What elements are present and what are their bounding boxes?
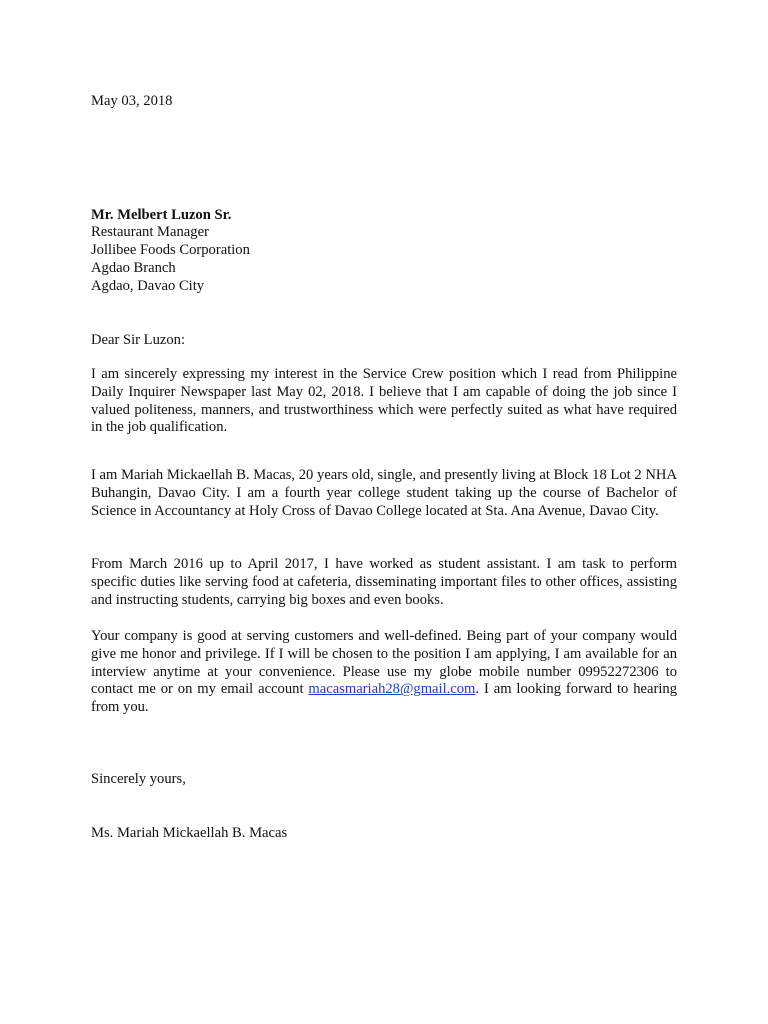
paragraph-contact: [91, 628, 677, 717]
paragraph-interest: I am sincerely expressing my interest in the Service Crew position which I read from Philippine Daily Inquirer Newspaper last May 02, 2018. I believe that I am capable of doing the job since I valued politeness, manners, and trustworthiness which were perfectly suited as what have required in the job qualification.: [91, 366, 677, 436]
paragraph-background: I am Mariah Mickaellah B. Macas, 20 years old, single, and presently living at Block 18 Lot 2 NHA Buhangin, Davao City. I am a fourth year college student taking up the course of Bachelor of Science in Accountancy at Holy Cross of Davao College located at Sta. Ana Avenue, Davao City.: [91, 467, 677, 519]
email-link[interactable]: macasmariah28@gmail.com: [308, 681, 476, 698]
paragraph-contact-text: Your company is good at serving customers and well-defined. Being part of your company would give me honor and privilege. If I will be chosen to the position I am applying, I am available for an interview anytime at your convenience. Please use my globe mobile number 09952272306 to contact me or on my email account: [91, 628, 677, 698]
recipient-title: Restaurant Manager: [91, 224, 209, 240]
letter-date: May 03, 2018: [91, 93, 173, 109]
signature-name: Ms. Mariah Mickaellah B. Macas: [91, 825, 288, 841]
closing: Sincerely yours,: [91, 771, 186, 787]
recipient-branch: Agdao Branch: [91, 260, 176, 276]
paragraph-contact-closing-text: . I am looking forward to hearing from you.: [91, 681, 677, 716]
recipient-name: Mr. Melbert Luzon Sr.: [91, 207, 232, 223]
salutation: Dear Sir Luzon:: [91, 332, 186, 348]
recipient-company: Jollibee Foods Corporation: [91, 242, 250, 258]
paragraph-experience: From March 2016 up to April 2017, I have worked as student assistant. I am task to perform specific duties like serving food at cafeteria, disseminating important files to other offices, assisting and instructing students, carrying big boxes and even books.: [91, 556, 677, 608]
recipient-address: Agdao, Davao City: [91, 278, 205, 294]
